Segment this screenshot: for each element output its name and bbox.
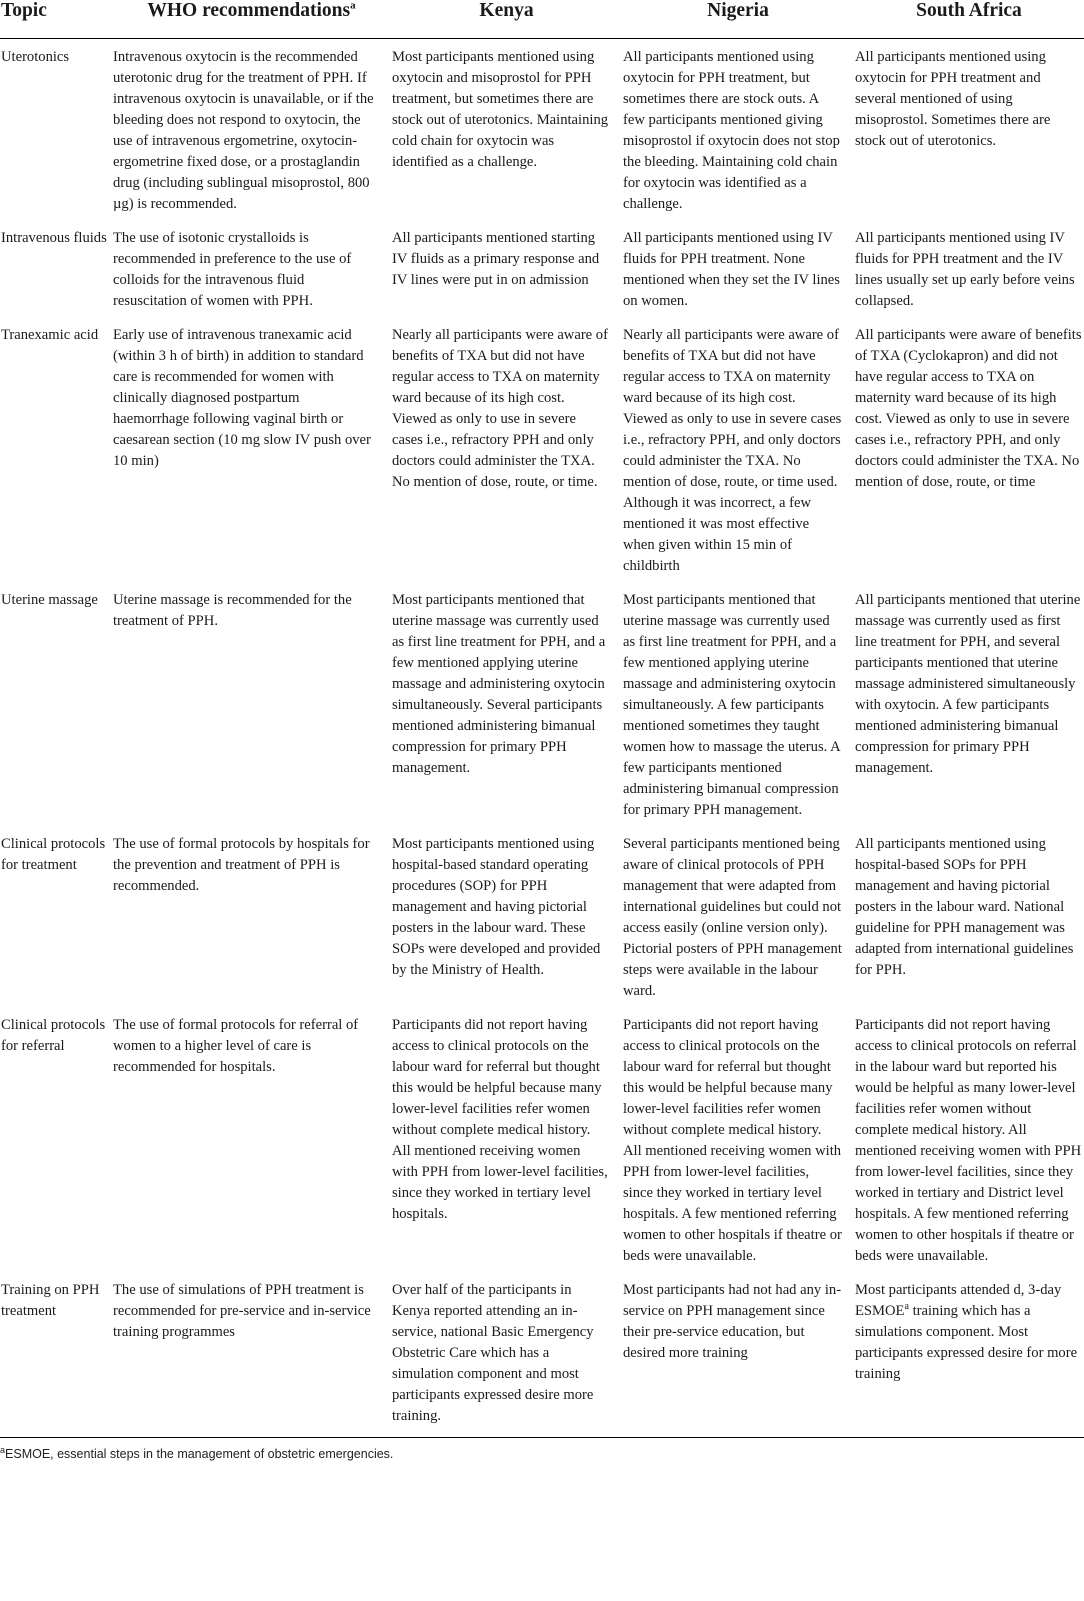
cell-nigeria: Participants did not report having access to clinical protocols on the labour ward for referral but thought this would be helpful because many lower-level facilities refer women without complete medical history. All mentioned receiving women with PPH from lower-level facilities, since they worked in tertiary level hospitals. A few mentioned referring women to other hospitals if theatre or beds were unavailable. bbox=[623, 1017, 842, 1264]
cell-kenya: Most participants mentioned using oxytocin and misoprostol for PPH treatment, but sometimes there are stock out of uterotonics. Maintaining cold chain for oxytocin was identified as a challenge. bbox=[392, 49, 609, 170]
footnote-mark: a bbox=[0, 1444, 6, 1455]
table-row bbox=[0, 826, 1084, 1007]
cell-topic: Intravenous fluids bbox=[1, 230, 107, 246]
table-body bbox=[0, 39, 1084, 1438]
header-who: WHO recommendations$^a$ bbox=[112, 0, 391, 39]
footnote-text: ESMOE, essential steps in the management of obstetric emergencies. bbox=[5, 1447, 394, 1461]
table-header bbox=[0, 0, 1084, 39]
cell-nigeria: All participants mentioned using IV fluids for PPH treatment. None mentioned when they set the IV lines on women. bbox=[623, 230, 840, 309]
cell-south-africa: Participants did not report having access to clinical protocols on referral in the labour ward but reported his would be helpful as many lower-level facilities refer women without complete medical history. All mentioned receiving women with PPH from lower-level facilities, since they worked in tertiary and District level hospitals. A few mentioned referring women to other hospitals if theatre or beds were unavailable. bbox=[855, 1017, 1082, 1264]
cell-topic: Tranexamic acid bbox=[1, 327, 99, 343]
header-topic: Topic bbox=[0, 0, 112, 39]
cell-who: The use of simulations of PPH treatment is recommended for pre-service and in-service training programmes bbox=[112, 1272, 391, 1438]
cell-kenya: Over half of the participants in Kenya reported attending an in-service, national Basic Emergency Obstetric Care which has a simulation component and most participants expressed desire more training. bbox=[391, 1272, 622, 1438]
cell-text-pre: Most participants attended d, 3-day ESMOE bbox=[855, 1282, 1062, 1319]
cell-who: The use of formal protocols by hospitals for the prevention and treatment of PPH is recommended. bbox=[113, 836, 370, 894]
cell-kenya: Most participants mentioned that uterine massage was currently used as first line treatment for PPH, and a few mentioned applying uterine massage and administering oxytocin simultaneously. Several participants mentioned administering bimanual compression for primary PPH management. bbox=[392, 592, 606, 776]
cell-nigeria: Most participants had not had any in-service on PPH management since their pre-service education, but desired more training bbox=[622, 1272, 854, 1438]
header-nigeria: Nigeria bbox=[622, 0, 854, 39]
cell-who: Intravenous oxytocin is the recommended uterotonic drug for the treatment of PPH. If intravenous oxytocin is unavailable, or if the bleeding does not respond to oxytocin, the use of intravenous ergometrine, oxytocin-ergometrine fixed dose, or a prostaglandin drug (including sublingual misoprostol, 800 µg) is recommended. bbox=[113, 49, 374, 212]
table-row bbox=[0, 220, 1084, 317]
table-footnote bbox=[0, 1444, 1084, 1461]
cell-kenya: Most participants mentioned using hospital-based standard operating procedures (SOP) for PPH management and having pictorial posters in the labour ward. These SOPs were developed and provided by the Ministry of Health. bbox=[392, 836, 601, 978]
header-kenya: Kenya bbox=[391, 0, 622, 39]
cell-who: The use of isotonic crystalloids is recommended in preference to the use of colloids for the intravenous fluid resuscitation of women with PPH. bbox=[113, 230, 352, 309]
cell-kenya: All participants mentioned starting IV fluids as a primary response and IV lines were put in on admission bbox=[392, 230, 600, 288]
cell-south-africa: All participants mentioned using hospital-based SOPs for PPH management and having pictorial posters in the labour ward. National guideline for PPH management was adapted from international guidelines for PPH. bbox=[855, 836, 1074, 978]
header-row bbox=[0, 0, 1084, 39]
header-south-africa: South Africa bbox=[854, 0, 1084, 39]
cell-south-africa: All participants mentioned using oxytocin for PPH treatment and several mentioned of using misoprostol. Sometimes there are stock out of uterotonics. bbox=[855, 49, 1051, 149]
cell-topic: Uterine massage bbox=[1, 592, 98, 608]
cell-south-africa bbox=[854, 1272, 1084, 1438]
cell-who: Uterine massage is recommended for the treatment of PPH. bbox=[113, 592, 352, 629]
table-row bbox=[0, 1272, 1084, 1438]
table-row bbox=[0, 39, 1084, 221]
table-row bbox=[0, 1007, 1084, 1272]
cell-nigeria: Nearly all participants were aware of benefits of TXA but did not have regular access to TXA on maternity ward because of its high cost. Viewed as only to use in severe cases i.e., refractory PPH, and only doctors could administer the TXA. No mention of dose, route, or time used. Although it was incorrect, a few mentioned it was most effective when given within 15 min of childbirth bbox=[623, 327, 842, 574]
cell-kenya: Nearly all participants were aware of benefits of TXA but did not have regular access to TXA on maternity ward because of its high cost. Viewed as only to use in severe cases i.e., refractory PPH and only doctors could administer the TXA. No mention of dose, route, or time. bbox=[392, 327, 608, 490]
cell-text-post: training which has a simulations component. Most participants expressed desire for more training bbox=[855, 1303, 1078, 1382]
cell-topic: Clinical protocols for referral bbox=[1, 1017, 106, 1054]
header-who-footnote-mark: a bbox=[350, 0, 356, 12]
cell-topic: Clinical protocols for treatment bbox=[1, 836, 106, 873]
cell-south-africa: All participants mentioned that uterine massage was currently used as first line treatment for PPH, and several participants mentioned that uterine massage administered simultaneously with oxytocin. A few participants mentioned administering bimanual compression for primary PPH management. bbox=[855, 592, 1081, 776]
cell-south-africa: All participants were aware of benefits of TXA (Cyclokapron) and did not have regular access to TXA on maternity ward because of its high cost. Viewed as only to use in severe cases i.e., refractory PPH, and only doctors could administer the TXA. No mention of dose, route, or time bbox=[855, 327, 1082, 490]
cell-who: Early use of intravenous tranexamic acid (within 3 h of birth) in addition to standard care is recommended for women with clinically diagnosed postpartum haemorrhage following vaginal birth or caesarean section (10 mg slow IV push over 10 min) bbox=[113, 327, 371, 469]
cell-nigeria: Most participants mentioned that uterine massage was currently used as first line treatment for PPH, and a few mentioned applying uterine massage and administering oxytocin simultaneously. A few participants mentioned sometimes they taught women how to massage the uterus. A few participants mentioned administering bimanual compression for primary PPH management. bbox=[623, 592, 840, 818]
cell-nigeria: Several participants mentioned being aware of clinical protocols of PPH management that were adapted from international guidelines but could not access easily (online version only). Pictorial posters of PPH management steps were available in the labour ward. bbox=[623, 836, 842, 999]
cell-kenya: Participants did not report having access to clinical protocols on the labour ward for referral but thought this would be helpful because many lower-level facilities refer women without complete medical history. All mentioned receiving women with PPH from lower-level facilities, since they worked in tertiary level hospitals. bbox=[392, 1017, 608, 1222]
cell-nigeria: All participants mentioned using oxytocin for PPH treatment, but sometimes there are stock outs. A few participants mentioned giving misoprostol if oxytocin does not stop the bleeding. Maintaining cold chain for oxytocin was identified as a challenge. bbox=[623, 49, 840, 212]
cell-topic: Training on PPH treatment bbox=[0, 1272, 112, 1438]
footnote-mark: a bbox=[904, 1301, 909, 1313]
cell-topic: Uterotonics bbox=[1, 49, 70, 65]
table-row bbox=[0, 582, 1084, 826]
cell-who: The use of formal protocols for referral of women to a higher level of care is recommended for hospitals. bbox=[113, 1017, 359, 1075]
table-row bbox=[0, 317, 1084, 582]
cell-south-africa: All participants mentioned using IV fluids for PPH treatment and the IV lines usually set up early before veins collapsed. bbox=[855, 230, 1075, 309]
